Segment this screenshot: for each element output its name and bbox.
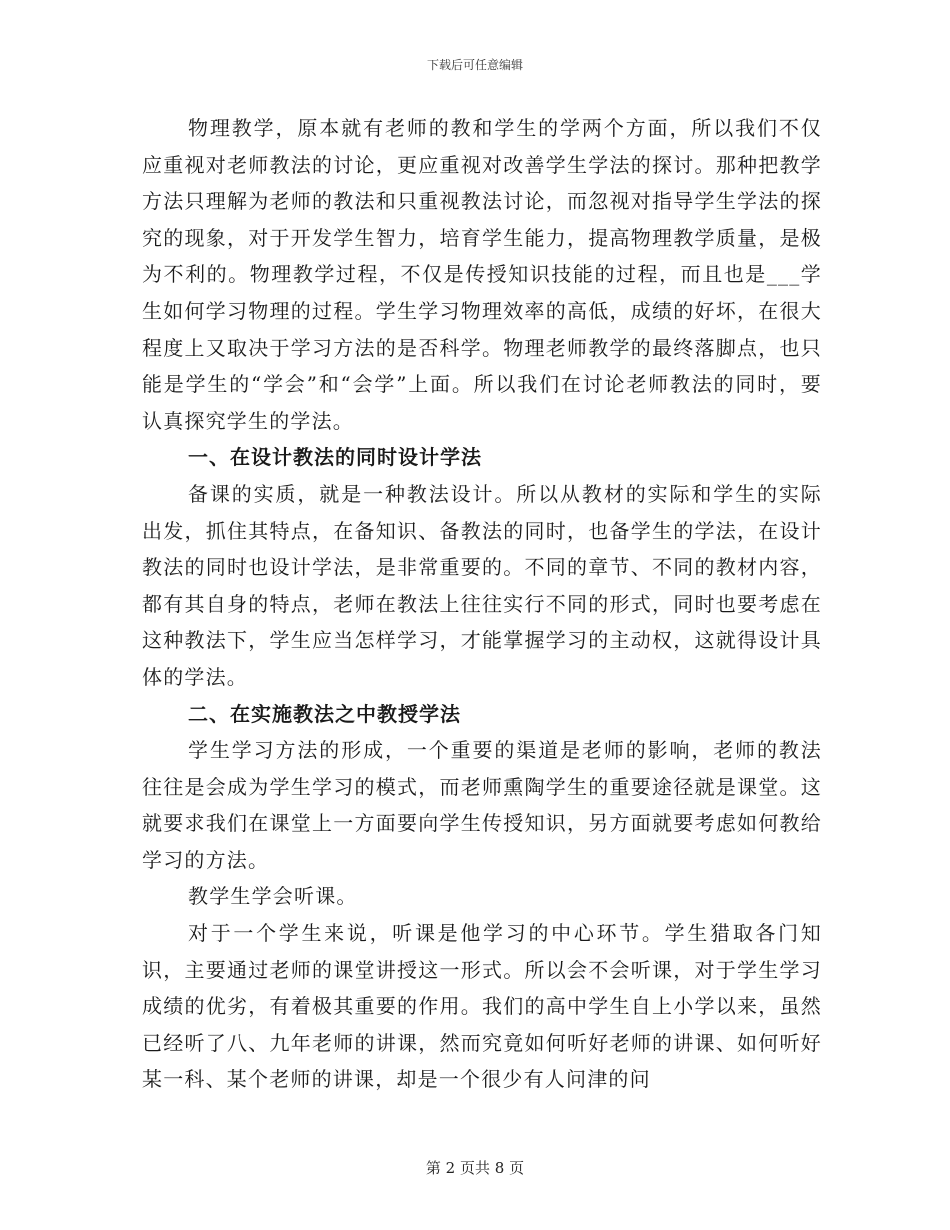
document-body xyxy=(142,110,822,1098)
paragraph-intro: 物理教学，原本就有老师的教和学生的学两个方面，所以我们不仅应重视对老师教法的讨论，更应重视对改善学生学法的探讨。那种把教学方法只理解为老师的教法和只重视教法讨论，而忽视对指导学生学法的探究的现象，对于开发学生智力，培育学生能力，提高物理教学质量，是极为不利的。物理教学过程，不仅是传授知识技能的过程，而且也是___学生如何学习物理的过程。学生学习物理效率的高低，成绩的好坏，在很大程度上又取决于学习方法的是否科学。物理老师教学的最终落脚点，也只能是学生的“学会”和“会学”上面。所以我们在讨论老师教法的同时，要认真探究学生的学法。 xyxy=(142,116,822,433)
paragraph-subtopic: 教学生学会听课。 xyxy=(188,884,358,909)
section-heading-1: 一、在设计教法的同时设计学法 xyxy=(188,445,482,470)
page-number: 第 2 页共 8 页 xyxy=(425,1159,525,1177)
header-note: 下载后可任意编辑 xyxy=(426,58,523,72)
section-heading-2: 二、在实施教法之中教授学法 xyxy=(188,701,461,726)
paragraph-section-1: 备课的实质，就是一种教法设计。所以从教材的实际和学生的实际出发，抓住其特点，在备知识、备教法的同时，也备学生的学法，在设计教法的同时也设计学法，是非常重要的。不同的章节、不同的教材内容，都有其自身的特点，老师在教法上往往实行不同的形式，同时也要考虑在这种教法下，学生应当怎样学习，才能掌握学习的主动权，这就得设计具体的学法。 xyxy=(142,481,822,689)
paragraph-section-2: 学生学习方法的形成，一个重要的渠道是老师的影响，老师的教法往往是会成为学生学习的模式，而老师熏陶学生的重要途径就是课堂。这就要求我们在课堂上一方面要向学生传授知识，另方面就要考虑如何教给学习的方法。 xyxy=(142,738,822,872)
paragraph-listening: 对于一个学生来说，听课是他学习的中心环节。学生猎取各门知识，主要通过老师的课堂讲授这一形式。所以会不会听课，对于学生学习成绩的优劣，有着极其重要的作用。我们的高中学生自上小学以来，虽然已经听了八、九年老师的讲课，然而究竟如何听好老师的讲课、如何听好某一科、某个老师的讲课，却是一个很少有人问津的问 xyxy=(142,921,822,1092)
